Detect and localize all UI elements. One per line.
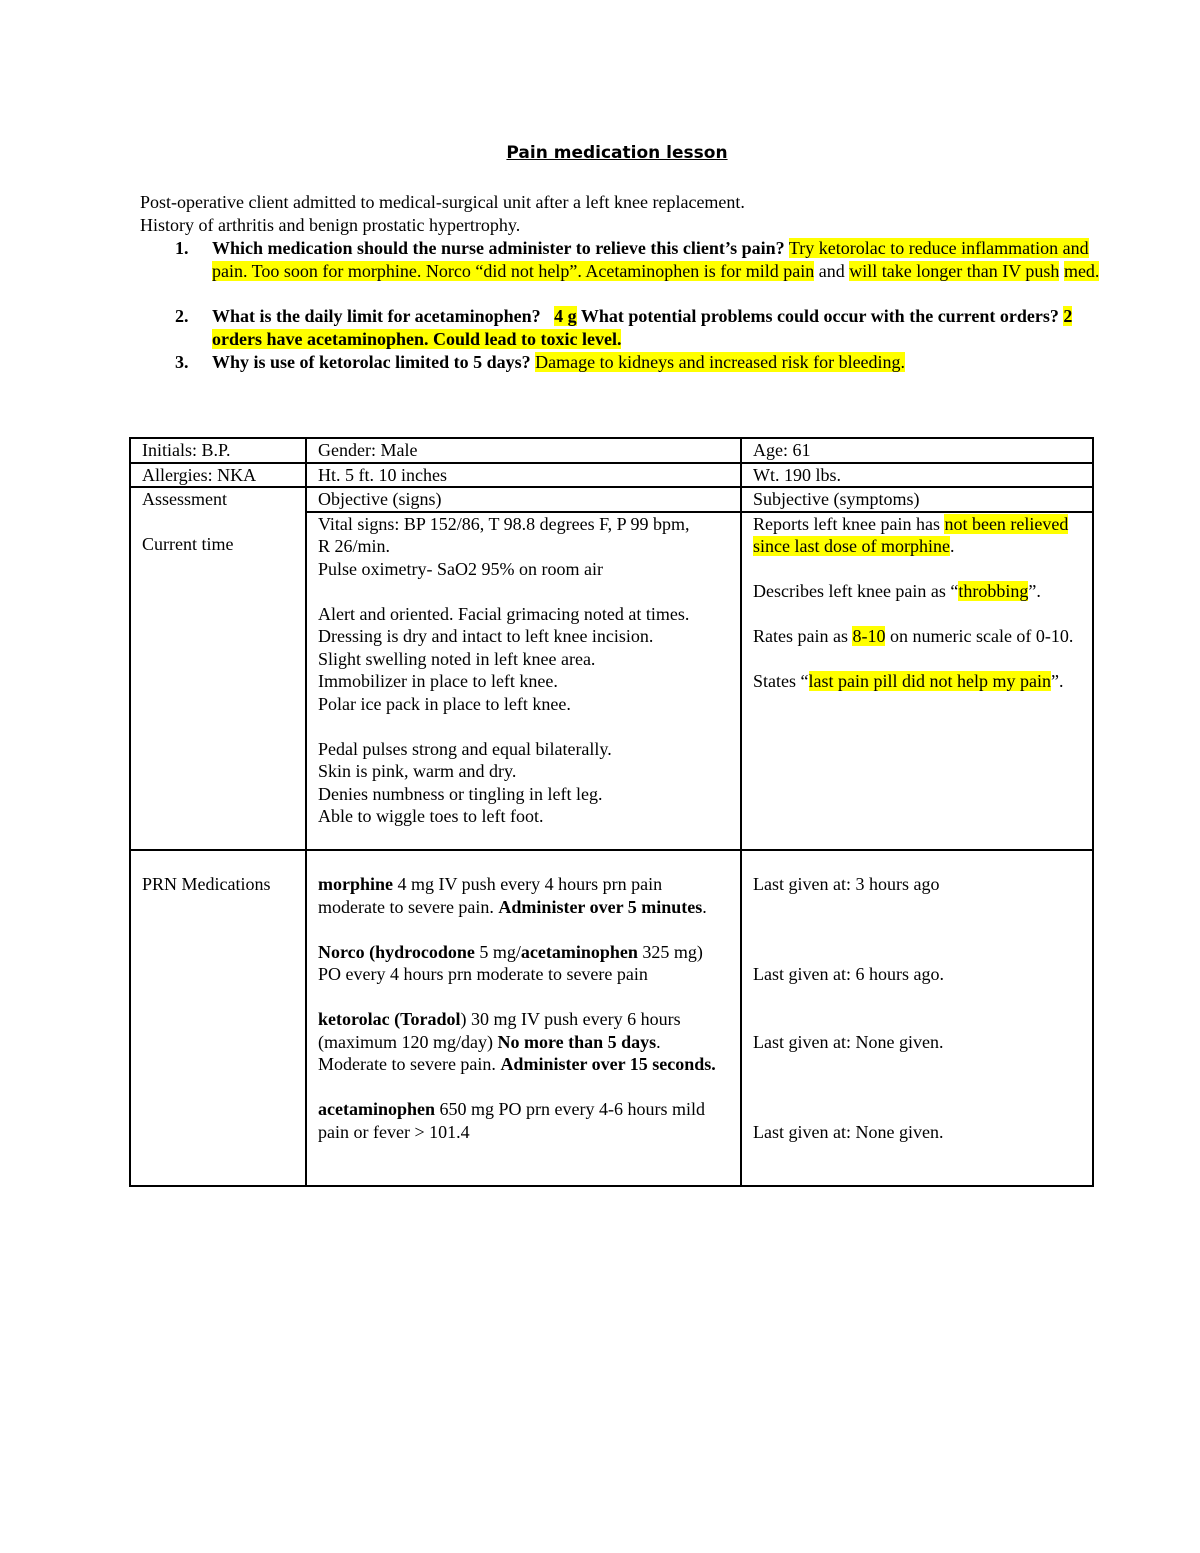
spacer bbox=[753, 1008, 1082, 1031]
subjective-text: States “ bbox=[753, 671, 809, 691]
subjective-text: Describes left knee pain as “ bbox=[753, 581, 959, 601]
subjective-item bbox=[753, 670, 1082, 693]
spacer bbox=[753, 986, 1082, 1009]
med-name: Norco (hydrocodone bbox=[318, 941, 475, 962]
subjective-text: . bbox=[949, 536, 955, 556]
objective-line: R 26/min. bbox=[318, 536, 391, 556]
question-3 bbox=[140, 351, 1100, 374]
answer-text: 4 g bbox=[554, 306, 577, 326]
answer-text: will take longer than IV push bbox=[849, 261, 1060, 281]
spacer bbox=[753, 896, 1082, 919]
spacer bbox=[753, 941, 1082, 964]
spacer bbox=[142, 511, 295, 534]
medication-acetaminophen bbox=[318, 1098, 730, 1143]
question-list bbox=[140, 237, 1100, 374]
last-given-cell bbox=[741, 850, 1093, 1186]
med-text: 650 mg PO prn every 4-6 hours mild pain or fever > 101.4 bbox=[318, 1099, 705, 1142]
question-1 bbox=[140, 237, 1100, 283]
assessment-label: Assessment bbox=[142, 489, 227, 509]
current-time-label: Current time bbox=[142, 534, 234, 554]
subjective-highlight: last pain pill did not help my pain bbox=[808, 671, 1051, 691]
subjective-text: on numeric scale of 0-10. bbox=[885, 626, 1074, 646]
objective-line bbox=[318, 715, 730, 738]
last-given-line: Last given at: 6 hours ago. bbox=[753, 964, 944, 984]
spacer bbox=[318, 851, 730, 874]
intro-line: History of arthritis and benign prostatic hypertrophy. bbox=[140, 215, 521, 235]
spacer bbox=[753, 648, 1082, 671]
med-text: ) 30 mg IV push every 6 hours (maximum 120 mg/day) bbox=[318, 1009, 681, 1052]
spacer bbox=[753, 851, 1082, 874]
answer-text: med. bbox=[1063, 261, 1100, 281]
objective-line: Vital signs: BP 152/86, T 98.8 degrees F, P 99 bpm, bbox=[318, 513, 690, 534]
subjective-item bbox=[753, 580, 1082, 603]
subjective-header: Subjective (symptoms) bbox=[741, 487, 1093, 512]
height-cell: Ht. 5 ft. 10 inches bbox=[306, 463, 741, 488]
objective-line: Pedal pulses strong and equal bilaterally. bbox=[318, 738, 612, 759]
answer-text: Damage to kidneys and increased risk for bleeding. bbox=[535, 352, 906, 372]
question-2 bbox=[140, 305, 1100, 351]
question-number: 1. bbox=[175, 238, 189, 258]
objective-line: Skin is pink, warm and dry. bbox=[318, 761, 517, 781]
objective-line bbox=[318, 580, 730, 603]
subjective-text: ”. bbox=[1028, 581, 1041, 601]
med-text: 325 mg) PO every 4 hours prn moderate to severe pain bbox=[318, 941, 703, 984]
med-bold: Administer over 5 minutes bbox=[498, 896, 703, 917]
answer-text: Try ketorolac to reduce inflammation and pain. Too soon for morphine. Norco “did not help”. Acetaminophen is for mild pain bbox=[212, 238, 1089, 281]
question-number: 2. bbox=[175, 306, 189, 326]
objective-line: Pulse oximetry- SaO2 95% on room air bbox=[318, 558, 603, 579]
question-text: What potential problems could occur with the current orders? bbox=[576, 306, 1064, 326]
last-given-line: Last given at: None given. bbox=[753, 1121, 944, 1142]
spacer bbox=[753, 1098, 1082, 1121]
medication-norco bbox=[318, 941, 730, 986]
subjective-text: Reports left knee pain has bbox=[753, 513, 945, 534]
table-row bbox=[130, 463, 1093, 488]
gender-cell: Gender: Male bbox=[306, 438, 741, 463]
question-text: What is the daily limit for acetaminophen? bbox=[212, 306, 541, 326]
question-number: 3. bbox=[175, 352, 189, 372]
spacer bbox=[318, 986, 730, 1009]
spacer bbox=[753, 1076, 1082, 1099]
last-given-line: Last given at: None given. bbox=[753, 1031, 944, 1052]
question-text: Why is use of ketorolac limited to 5 days? bbox=[212, 352, 531, 372]
intro-line: Post-operative client admitted to medical-surgical unit after a left knee replacement. bbox=[140, 192, 745, 212]
med-name: acetaminophen bbox=[520, 941, 638, 962]
med-name: morphine bbox=[318, 874, 394, 894]
medications-cell bbox=[306, 850, 741, 1186]
page-title: Pain medication lesson bbox=[506, 143, 728, 163]
prn-label: PRN Medications bbox=[142, 874, 271, 894]
allergies-cell: Allergies: NKA bbox=[130, 463, 306, 488]
med-bold: Administer over 15 seconds. bbox=[500, 1054, 716, 1074]
prn-label-cell bbox=[130, 850, 306, 1186]
objective-header: Objective (signs) bbox=[306, 487, 741, 512]
last-given-line: Last given at: 3 hours ago bbox=[753, 874, 940, 894]
med-text: 4 mg IV push every 4 hours prn pain moderate to severe pain. bbox=[318, 874, 663, 917]
medication-morphine bbox=[318, 873, 730, 918]
subjective-cell bbox=[741, 512, 1093, 850]
objective-cell bbox=[306, 512, 741, 850]
objective-line: Able to wiggle toes to left foot. bbox=[318, 806, 544, 826]
medication-ketorolac bbox=[318, 1008, 730, 1076]
med-bold: No more than 5 days bbox=[497, 1031, 657, 1052]
med-name: acetaminophen bbox=[318, 1099, 435, 1119]
spacer bbox=[753, 918, 1082, 941]
spacer bbox=[753, 1053, 1082, 1076]
question-text: Which medication should the nurse administer to relieve this client’s pain? bbox=[212, 238, 785, 258]
spacer bbox=[318, 918, 730, 941]
table-row bbox=[130, 487, 1093, 512]
med-text: 5 mg/ bbox=[474, 941, 521, 962]
initials-cell: Initials: B.P. bbox=[130, 438, 306, 463]
subjective-item bbox=[753, 513, 1082, 558]
objective-line: Dressing is dry and intact to left knee incision. bbox=[318, 626, 654, 646]
spacer bbox=[753, 603, 1082, 626]
answer-connector: and bbox=[814, 261, 850, 281]
spacer bbox=[318, 1076, 730, 1099]
objective-line: Alert and oriented. Facial grimacing noted at times. bbox=[318, 603, 690, 624]
weight-cell: Wt. 190 lbs. bbox=[741, 463, 1093, 488]
spacer bbox=[140, 283, 1100, 305]
med-text: . Moderate to severe pain. bbox=[318, 1031, 661, 1074]
age-cell: Age: 61 bbox=[741, 438, 1093, 463]
spacer bbox=[142, 851, 295, 874]
answer-text: 2 orders have acetaminophen. Could lead to toxic level. bbox=[212, 306, 1073, 349]
objective-line: Polar ice pack in place to left knee. bbox=[318, 693, 571, 714]
spacer bbox=[753, 558, 1082, 581]
intro-section bbox=[140, 191, 1100, 374]
subjective-text: Rates pain as bbox=[753, 626, 853, 646]
objective-line: Slight swelling noted in left knee area. bbox=[318, 648, 596, 669]
objective-line: Immobilizer in place to left knee. bbox=[318, 671, 558, 691]
subjective-text: ”. bbox=[1050, 671, 1064, 691]
patient-table bbox=[129, 437, 1094, 1187]
assessment-cell bbox=[130, 487, 306, 850]
subjective-highlight: 8-10 bbox=[852, 626, 886, 646]
subjective-highlight: not been relieved since last dose of morphine bbox=[753, 513, 1069, 556]
table-row bbox=[130, 438, 1093, 463]
med-name: ketorolac (Toradol bbox=[318, 1009, 461, 1029]
table-row bbox=[130, 850, 1093, 1186]
subjective-item bbox=[753, 625, 1082, 648]
med-text: . bbox=[702, 896, 707, 917]
subjective-highlight: throbbing bbox=[958, 581, 1029, 601]
objective-line: Denies numbness or tingling in left leg. bbox=[318, 783, 603, 804]
